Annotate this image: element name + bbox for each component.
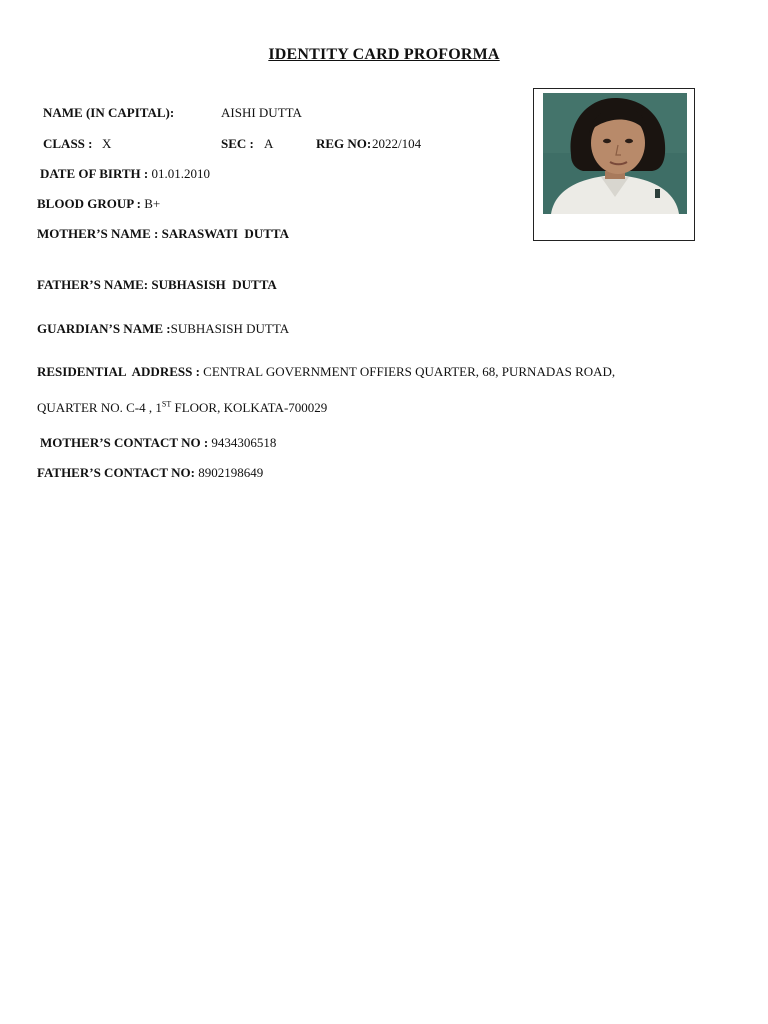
- blood-group-label: BLOOD GROUP :: [37, 196, 142, 211]
- father-contact-label: FATHER’S CONTACT NO:: [37, 465, 195, 480]
- father-name-row: [37, 277, 277, 293]
- name-value: AISHI DUTTA: [221, 105, 302, 120]
- dob-value: 01.01.2010: [151, 166, 210, 181]
- guardian-name-label: GUARDIAN’S NAME :: [37, 321, 171, 336]
- guardian-name-row: [37, 321, 289, 337]
- class-label: CLASS :: [43, 136, 93, 151]
- reg-label: REG NO:: [316, 136, 372, 151]
- blood-group-row: [37, 196, 160, 212]
- mother-name-row: [37, 226, 289, 242]
- mother-contact-label: MOTHER’S CONTACT NO :: [40, 435, 209, 450]
- mother-name-label: MOTHER’S NAME :: [37, 226, 159, 241]
- dob-row: [40, 166, 210, 182]
- address-line2-end: FLOOR, KOLKATA-700029: [171, 400, 328, 415]
- reg-value: 2022/104: [372, 136, 422, 151]
- address-line2-start: QUARTER NO. C-4 , 1: [37, 400, 162, 415]
- dob-label: DATE OF BIRTH :: [40, 166, 149, 181]
- guardian-name-value: SUBHASISH DUTTA: [170, 321, 290, 336]
- mother-contact-row: [40, 435, 276, 451]
- blood-group-value: B+: [144, 196, 161, 211]
- father-name-value: SUBHASISH DUTTA: [151, 277, 277, 292]
- address-line2: [37, 400, 327, 416]
- father-contact-value: 8902198649: [198, 465, 264, 480]
- mother-contact-value: 9434306518: [211, 435, 277, 450]
- name-label: NAME (IN CAPITAL):: [43, 105, 175, 120]
- class-value: X: [102, 136, 112, 151]
- address-label: RESIDENTIAL ADDRESS :: [37, 364, 200, 379]
- sec-value: A: [264, 136, 274, 151]
- father-contact-row: [37, 465, 263, 481]
- mother-name-value: SARASWATI DUTTA: [161, 226, 289, 241]
- father-name-label: FATHER’S NAME:: [37, 277, 149, 292]
- address-line2-superscript: ST: [161, 399, 172, 409]
- student-photo: [543, 93, 687, 214]
- sec-label: SEC :: [221, 136, 254, 151]
- page-title: IDENTITY CARD PROFORMA: [268, 46, 500, 63]
- address-row: [37, 364, 615, 380]
- student-photo-portrait: [543, 93, 687, 214]
- address-line1: CENTRAL GOVERNMENT OFFIERS QUARTER, 68, PURNADAS ROAD,: [203, 364, 616, 379]
- photo-frame: [533, 88, 695, 241]
